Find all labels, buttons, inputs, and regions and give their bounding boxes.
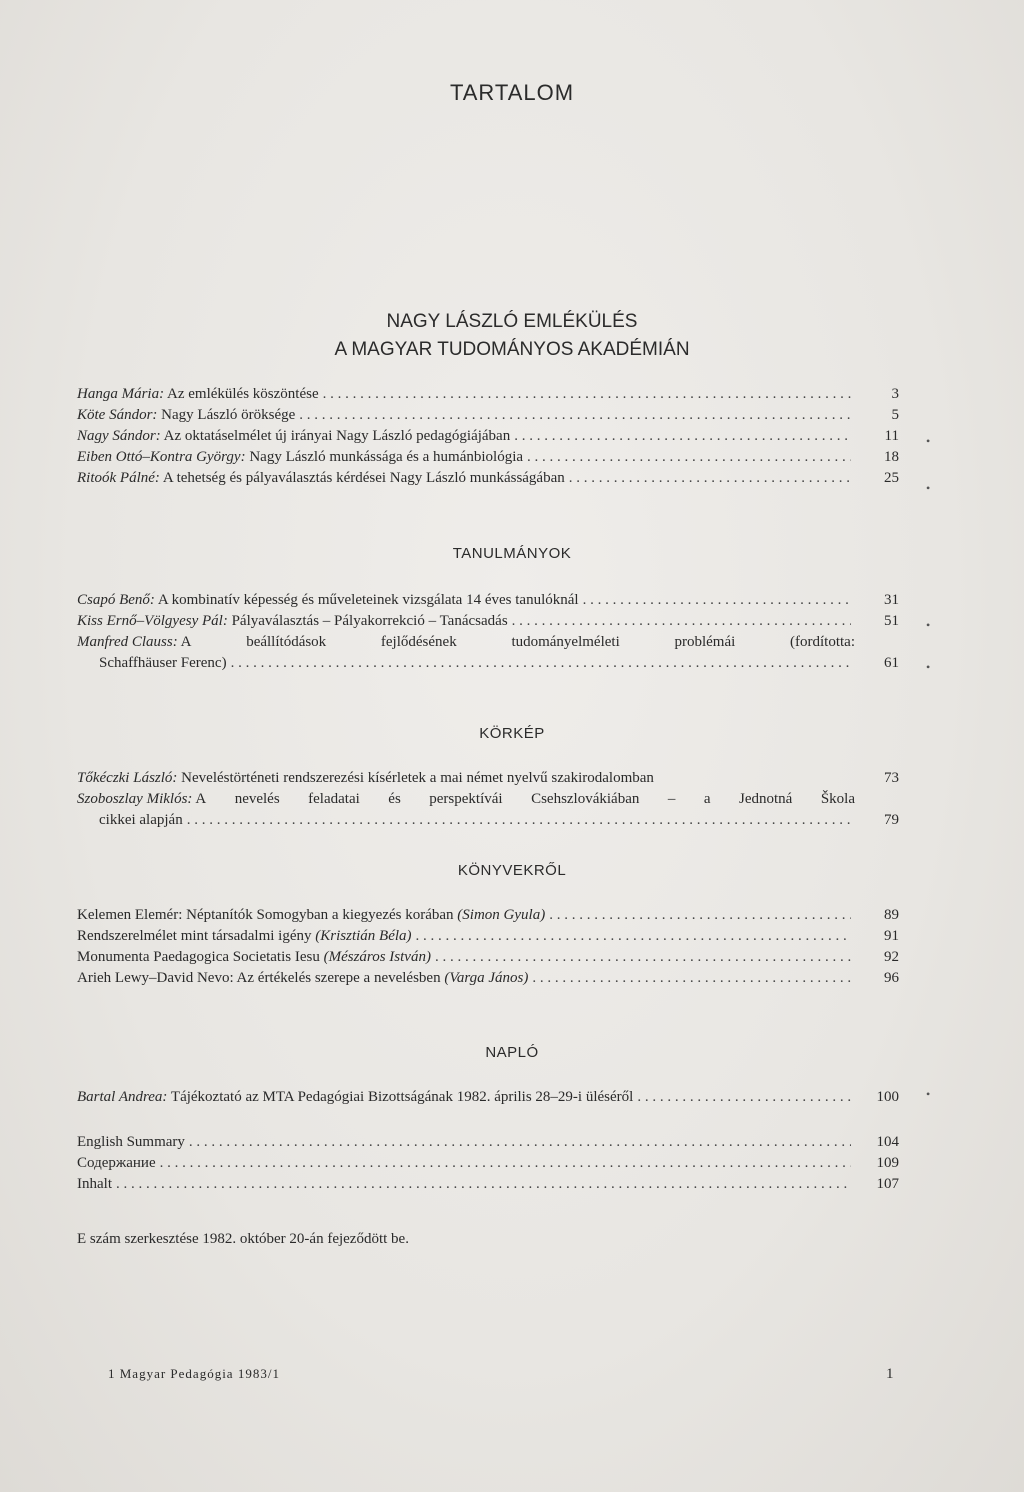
- entry-reviewer: (Simon Gyula): [457, 907, 546, 923]
- toc-entry: [77, 468, 899, 489]
- leader-dots: [637, 1087, 851, 1108]
- entry-title-cont: cikkei alapján: [99, 812, 183, 828]
- toc-entry-line1: [77, 789, 899, 810]
- entry-title: Az emlékülés köszöntése: [164, 386, 319, 402]
- entry-word: és: [388, 791, 401, 807]
- entry-reviewer: (Varga János): [444, 970, 529, 986]
- toc-summaries: [77, 1132, 899, 1195]
- leader-dots: [160, 1153, 851, 1174]
- leader-dots: [231, 653, 851, 674]
- leader-dots: [569, 468, 851, 489]
- toc-section-naplo: [77, 1087, 899, 1108]
- entry-title: A kombinatív képesség és műveleteinek vizsgálata 14 éves tanulóknál: [154, 592, 579, 608]
- toc-entry-line1: [77, 632, 899, 653]
- margin-mark: •: [926, 660, 931, 674]
- toc-entry: [77, 590, 899, 611]
- leader-dots: [189, 1132, 851, 1153]
- toc-entry: [77, 611, 899, 632]
- entry-word: feladatai: [308, 791, 360, 807]
- entry-word: Jednotná: [739, 791, 793, 807]
- entry-word: beállítódások: [246, 634, 327, 650]
- leader-dots: [187, 810, 851, 831]
- toc-entry-line2: [77, 653, 899, 674]
- leader-dots: [435, 947, 851, 968]
- entry-title: Arieh Lewy–David Nevo: Az értékelés szerepe a nevelésben: [77, 970, 445, 986]
- toc-entry-line2: [77, 810, 899, 831]
- toc-entry: [77, 447, 899, 468]
- leader-dots: [583, 590, 851, 611]
- leader-dots: [323, 384, 851, 405]
- entry-word: problémái: [674, 634, 736, 650]
- entry-word: fejlődésének: [380, 634, 457, 650]
- entry-page: 51: [884, 613, 899, 629]
- toc-entry: [77, 905, 899, 926]
- entry-author: Szoboszlay Miklós:: [77, 791, 193, 807]
- entry-page: 104: [876, 1134, 899, 1150]
- section-heading-line1: NAGY LÁSZLÓ EMLÉKÜLÉS: [386, 311, 638, 332]
- entry-word: (fordította:: [790, 634, 855, 650]
- entry-author: Csapó Benő:: [77, 592, 155, 608]
- entry-author: Kiss Ernő–Völgyesy Pál:: [77, 613, 228, 629]
- section-heading-konyvekrol: KÖNYVEKRŐL: [457, 862, 567, 879]
- entry-reviewer: (Krisztián Béla): [315, 928, 412, 944]
- leader-dots: [549, 905, 851, 926]
- footer-journal: 1 Magyar Pedagógia 1983/1: [108, 1366, 280, 1381]
- section-heading-korkep: KÖRKÉP: [479, 725, 545, 742]
- toc-section-tanulmanyok: [77, 590, 899, 674]
- entry-title: Pályaválasztás – Pályakorrekció – Tanácsadás: [227, 613, 508, 629]
- entry-page: 3: [891, 386, 899, 402]
- entry-page: 107: [876, 1176, 899, 1192]
- entry-title: Az oktatáselmélet új irányai Nagy László pedagógiájában: [160, 428, 511, 444]
- toc-entry: [77, 384, 899, 405]
- entry-title-cont: Schaffhäuser Ferenc): [99, 655, 227, 671]
- section-heading-tanulmanyok: TANULMÁNYOK: [452, 545, 572, 562]
- entry-page: 109: [876, 1155, 899, 1171]
- leader-dots: [416, 926, 851, 947]
- toc-entry: [77, 968, 899, 989]
- entry-title: Inhalt: [77, 1176, 112, 1192]
- leader-dots: [512, 611, 851, 632]
- toc-entry: [77, 926, 899, 947]
- leader-dots: [116, 1174, 851, 1195]
- entry-author: Nagy Sándor:: [77, 428, 161, 444]
- entry-title: Nagy László öröksége: [157, 407, 296, 423]
- leader-dots: [299, 405, 851, 426]
- entry-page: 18: [884, 449, 899, 465]
- margin-mark: •: [926, 434, 931, 448]
- entry-title: Rendszerelmélet mint társadalmi igény: [77, 928, 316, 944]
- entry-word: Csehszlovákiában: [531, 791, 640, 807]
- entry-page: 31: [884, 592, 899, 608]
- entry-title: English Summary: [77, 1134, 185, 1150]
- toc-entry: [77, 1174, 899, 1195]
- toc-entry: [77, 947, 899, 968]
- entry-page: 89: [884, 907, 899, 923]
- entry-title: Neveléstörténeti rendszerezési kísérletek a mai német nyelvű szakirodalomban: [177, 770, 654, 786]
- toc-section-korkep: [77, 768, 899, 831]
- entry-title: Nagy László munkássága és a humánbiológia: [245, 449, 524, 465]
- entry-page: 25: [884, 470, 899, 486]
- leader-dots: [514, 426, 851, 447]
- section-heading-line2: A MAGYAR TUDOMÁNYOS AKADÉMIÁN: [334, 339, 690, 360]
- margin-mark: •: [926, 481, 931, 495]
- margin-mark: •: [926, 618, 931, 632]
- toc-entry: [77, 768, 899, 789]
- entry-author: Manfred Clauss:: [77, 634, 178, 650]
- entry-title: A tehetség és pályaválasztás kérdései Nagy László munkásságában: [159, 470, 565, 486]
- entry-author: Eiben Ottó–Kontra György:: [77, 449, 246, 465]
- entry-word: A: [195, 791, 207, 807]
- entry-word: –: [667, 791, 676, 807]
- entry-title: Содержание: [77, 1155, 156, 1171]
- entry-author: Tőkéczki László:: [77, 770, 178, 786]
- toc-entry: [77, 1153, 899, 1174]
- leader-dots: [532, 968, 851, 989]
- margin-mark: •: [926, 1087, 931, 1101]
- toc-entry: [77, 1132, 899, 1153]
- entry-word: tudományelméleti: [511, 634, 620, 650]
- toc-section-konyvekrol: [77, 905, 899, 989]
- entry-page: 96: [884, 970, 899, 986]
- entry-author: Köte Sándor:: [77, 407, 158, 423]
- entry-word: A: [180, 634, 192, 650]
- entry-page: 61: [884, 655, 899, 671]
- entry-page: 79: [884, 812, 899, 828]
- editorial-note: E szám szerkesztése 1982. október 20-án fejeződött be.: [77, 1231, 409, 1247]
- entry-title: Monumenta Paedagogica Societatis Iesu: [77, 949, 324, 965]
- section-heading-emlekules: [0, 308, 1024, 364]
- page-title: TARTALOM: [449, 80, 575, 105]
- entry-author: Bartal Andrea:: [77, 1089, 168, 1105]
- entry-word: Škola: [820, 791, 855, 807]
- entry-word: a: [703, 791, 711, 807]
- entry-page: 91: [884, 928, 899, 944]
- leader-dots: [527, 447, 851, 468]
- entry-page: 11: [884, 428, 899, 444]
- toc-entry: [77, 426, 899, 447]
- entry-author: Hanga Mária:: [77, 386, 165, 402]
- section-heading-naplo: NAPLÓ: [485, 1044, 539, 1061]
- toc-entry: [77, 405, 899, 426]
- footer-page-number: 1: [886, 1366, 895, 1382]
- entry-page: 92: [884, 949, 899, 965]
- entry-reviewer: (Mészáros István): [323, 949, 431, 965]
- entry-word: perspektívái: [429, 791, 503, 807]
- entry-page: 73: [884, 770, 899, 786]
- entry-word: nevelés: [234, 791, 280, 807]
- entry-title: Kelemen Elemér: Néptanítók Somogyban a kiegyezés korában: [77, 907, 458, 923]
- entry-page: 5: [891, 407, 899, 423]
- entry-author: Ritoók Pálné:: [77, 470, 160, 486]
- entry-title: Tájékoztató az MTA Pedagógiai Bizottságának 1982. április 28–29-i üléséről: [167, 1089, 634, 1105]
- toc-entry: [77, 1087, 899, 1108]
- entry-page: 100: [876, 1089, 899, 1105]
- toc-section-emlekules: [77, 384, 899, 489]
